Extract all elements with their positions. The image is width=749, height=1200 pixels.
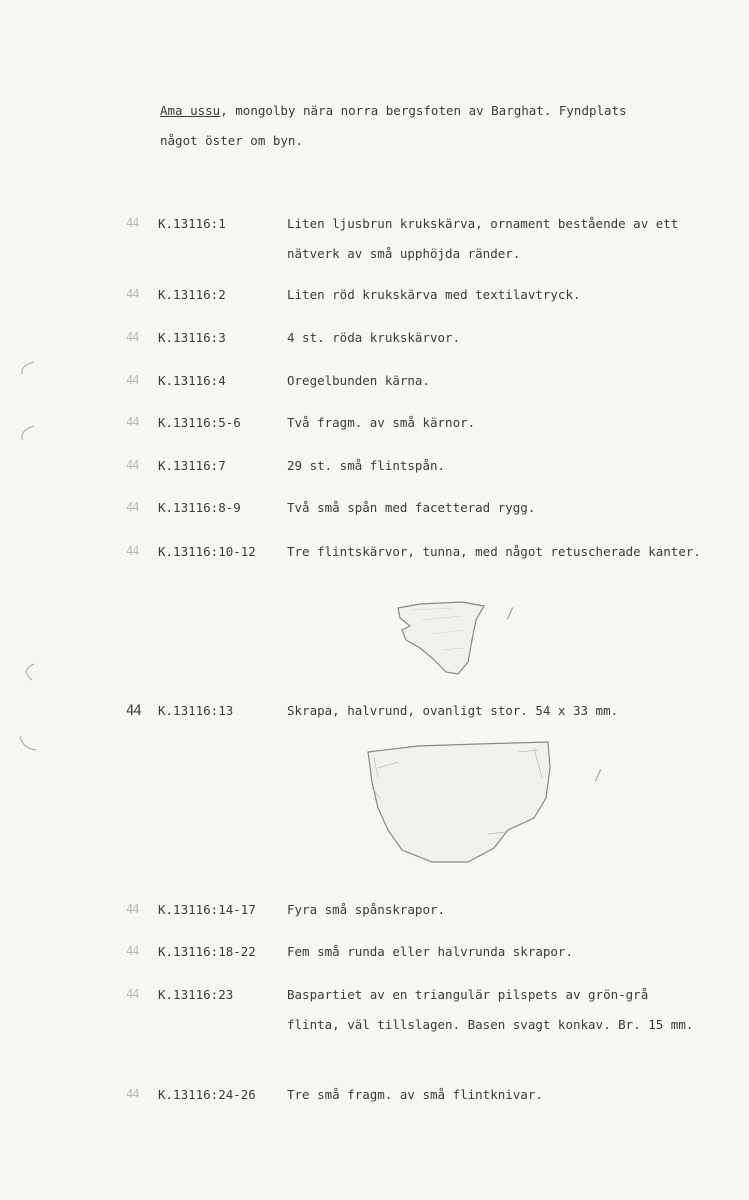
- inventory-mark: 44: [126, 987, 139, 1001]
- entry-description: Skrapa, halvrund, ovanligt stor. 54 x 33 mm.: [287, 703, 619, 718]
- catalog-entry: [0, 500, 749, 526]
- entry-description: 4 st. röda krukskärvor.: [287, 330, 461, 345]
- entry-description: Tre små fragm. av små flintknivar.: [287, 1087, 543, 1102]
- catalog-number: K.13116:10-12: [158, 544, 256, 559]
- catalog-entry: [0, 373, 749, 399]
- inventory-mark: 44: [126, 373, 139, 387]
- catalog-number: K.13116:4: [158, 373, 226, 388]
- entry-description: Oregelbunden kärna.: [287, 373, 430, 388]
- catalog-entry: [0, 987, 749, 1032]
- entry-description: Tre flintskärvor, tunna, med något retuscherade kanter.: [287, 544, 701, 559]
- inventory-mark: 44: [126, 902, 139, 916]
- inventory-mark: 44: [126, 500, 139, 514]
- site-description: , mongolby nära norra bergsfoten av Barghat. Fyndplats: [220, 103, 627, 118]
- catalog-number: K.13116:14-17: [158, 902, 256, 917]
- inventory-mark: 44: [126, 287, 139, 301]
- catalog-entry: [0, 902, 749, 928]
- catalog-number: K.13116:2: [158, 287, 226, 302]
- inventory-mark: 44: [126, 458, 139, 472]
- pencil-tick: /: [594, 768, 603, 784]
- catalog-number: K.13116:3: [158, 330, 226, 345]
- binder-hole-mark: [14, 660, 36, 682]
- entry-description: Liten röd krukskärva med textilavtryck.: [287, 287, 581, 302]
- inventory-mark: 44: [126, 1087, 139, 1101]
- site-name: Ama ussu: [160, 103, 221, 118]
- entry-description: Baspartiet av en triangulär pilspets av grön-grå flinta, väl tillslagen. Basen svagt konkav. Br. 15 mm.: [287, 987, 694, 1032]
- entry-description: Liten ljusbrun krukskärva, ornament bestående av ett nätverk av små upphöjda ränder.: [287, 216, 679, 261]
- catalog-number: K.13116:13: [158, 703, 234, 718]
- artifact-sketch: [392, 600, 492, 680]
- catalog-entry: [0, 944, 749, 970]
- catalog-number: K.13116:5-6: [158, 415, 241, 430]
- pencil-tick: /: [506, 606, 515, 622]
- entry-description: Två små spån med facetterad rygg.: [287, 500, 536, 515]
- catalog-entry: [0, 544, 749, 570]
- entry-description: Fem små runda eller halvrunda skrapor.: [287, 944, 573, 959]
- entry-description: 29 st. små flintspån.: [287, 458, 446, 473]
- catalog-number: K.13116:23: [158, 987, 234, 1002]
- catalog-number: K.13116:18-22: [158, 944, 256, 959]
- inventory-mark: 44: [126, 330, 139, 344]
- entry-description: Två fragm. av små kärnor.: [287, 415, 476, 430]
- catalog-number: K.13116:7: [158, 458, 226, 473]
- inventory-mark: 44: [126, 703, 141, 719]
- catalog-entry: [0, 415, 749, 441]
- binder-hole-mark: [14, 732, 36, 754]
- inventory-mark: 44: [126, 216, 139, 230]
- catalog-number: K.13116:8-9: [158, 500, 241, 515]
- catalog-entry: [0, 1087, 749, 1113]
- inventory-mark: 44: [126, 415, 139, 429]
- catalog-entry: [0, 703, 749, 729]
- catalog-entry: [0, 330, 749, 356]
- catalog-entry: [0, 287, 749, 313]
- site-description-line2: något öster om byn.: [160, 133, 303, 148]
- site-header: [160, 96, 720, 156]
- catalog-number: K.13116:24-26: [158, 1087, 256, 1102]
- catalog-number: K.13116:1: [158, 216, 226, 231]
- catalog-entry: [0, 216, 749, 261]
- inventory-mark: 44: [126, 944, 139, 958]
- catalog-entry: [0, 458, 749, 484]
- scraper-sketch: [358, 738, 558, 868]
- entry-description: Fyra små spånskrapor.: [287, 902, 446, 917]
- inventory-mark: 44: [126, 544, 139, 558]
